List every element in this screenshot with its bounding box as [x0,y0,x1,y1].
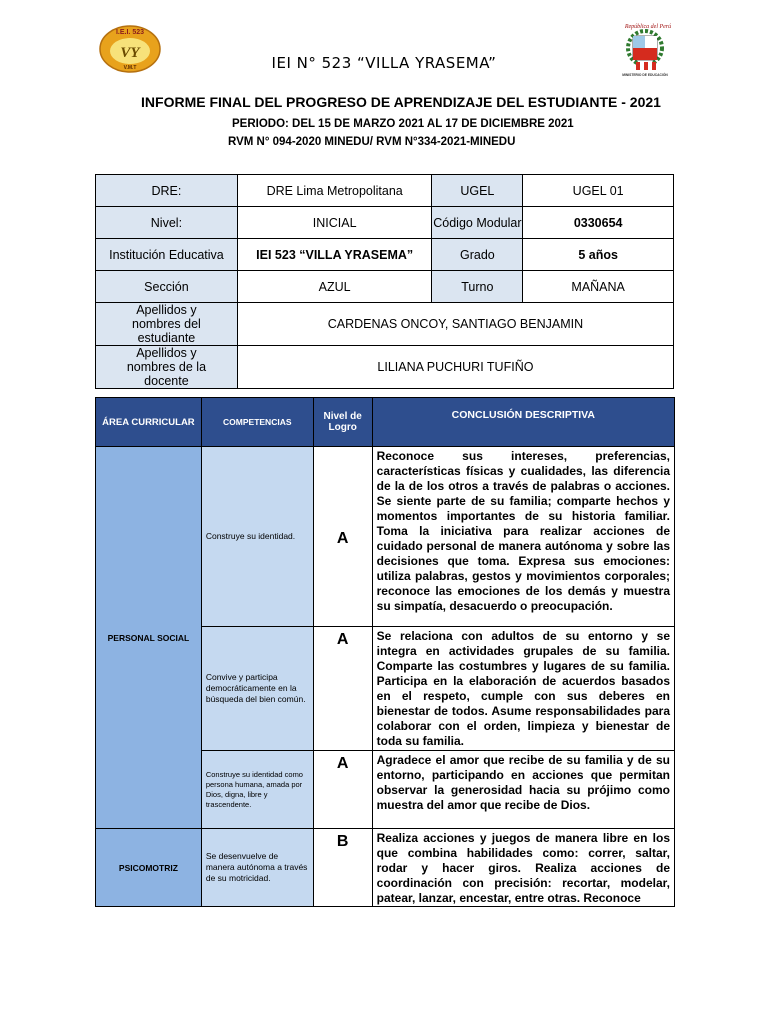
dre-value: DRE Lima Metropolitana [237,175,432,207]
svg-text:VY: VY [120,45,140,61]
nivel-value: INICIAL [237,207,432,239]
svg-text:República del Perú: República del Perú [624,24,672,30]
svg-text:I.E.I. 523: I.E.I. 523 [115,29,145,36]
header-nivel: Nivel de Logro [313,398,372,447]
nivel-cell: A [313,627,372,751]
conclusion-cell [372,829,674,907]
grado-value: 5 años [523,239,674,271]
seccion-value: AZUL [237,271,432,303]
dre-label: DRE: [96,175,238,207]
report-title: INFORME FINAL DEL PROGRESO DE APRENDIZAJE DEL ESTUDIANTE - 2021 [141,94,661,110]
grado-label: Grado [432,239,523,271]
ie-label: Institución Educativa [96,239,238,271]
competencia-cell: Construye su identidad como persona humana, amada por Dios, digna, libre y trascendente. [201,751,313,829]
student-info-table [95,174,674,389]
rvm-line: RVM N° 094-2020 MINEDU/ RVM N°334-2021-MINEDU [228,136,516,148]
conclusion-cell: Reconoce sus intereses, preferencias, características físicas y cualidades, las diferencia de la de los otros a través de palabras o acciones. Se siente parte de su familia; comparte hechos y momentos importantes de su historia familiar. Toma la iniciativa para realizar acciones de cuidado personal de manera autónoma y sobre las decisiones que toma. Expresa sus emociones: utiliza palabras, gestos y movimientos corporales; reconoce las emociones de los demás y muestra su simpatía, desacuerdo o preocupación. [372,447,674,627]
turno-label: Turno [432,271,523,303]
estudiante-value: CARDENAS ONCOY, SANTIAGO BENJAMIN [237,303,673,346]
ie-value: IEI 523 “VILLA YRASEMA” [237,239,432,271]
school-title: IEI N° 523 “VILLA YRASEMA” [271,54,497,72]
docente-value: LILIANA PUCHURI TUFIÑO [237,346,673,389]
conclusion-cell: Se relaciona con adultos de su entorno y se integra en actividades grupales de su familia. Comparte las costumbres y lugares de su familia. Participa en la elaboración de acuerdos basados en el respeto, cumple con sus deberes en bienestar de todos. Asume responsabilidades para colaborar con el orden, limpieza y bienestar de toda su familia. [372,627,674,751]
nivel-cell: B [313,829,372,907]
conclusion-cell: Agradece el amor que recibe de su familia y de su entorno, participando en acciones que permitan observar la generosidad hacia su prójimo como muestra del amor que recibe de Dios. [372,751,674,829]
ugel-label: UGEL [432,175,523,207]
nivel-label: Nivel: [96,207,238,239]
table-row [96,829,675,907]
progress-table [95,397,675,907]
svg-text:V.M.T: V.M.T [123,65,137,71]
area-psicomotriz: PSICOMOTRIZ [96,829,202,907]
nivel-cell: A [313,447,372,627]
header-competencias: COMPETENCIAS [201,398,313,447]
ugel-value: UGEL 01 [523,175,674,207]
period-line: PERIODO: DEL 15 DE MARZO 2021 AL 17 DE DICIEMBRE 2021 [232,118,574,130]
header-conclusion: CONCLUSIÓN DESCRIPTIVA [372,398,674,447]
area-personal-social: PERSONAL SOCIAL [96,447,202,829]
competencia-cell: Construye su identidad. [201,447,313,627]
conclusion-text: Realiza acciones y juegos de manera libre en los que combina habilidades como: correr, saltar, rodar y hacer giros. Realiza acciones de coordinación con precisión: recortar, modelar, patear, lanzar, encestar, entre otras. Reconoce [376,831,670,905]
nivel-cell: A [313,751,372,829]
turno-value: MAÑANA [523,271,674,303]
competencia-cell: Se desenvuelve de manera autónoma a través de su motricidad. [201,829,313,907]
codigo-value: 0330654 [523,207,674,239]
seccion-label: Sección [96,271,238,303]
estudiante-label: Apellidos y nombres del estudiante [96,303,238,346]
docente-label: Apellidos y nombres de la docente [96,346,238,389]
header-area: ÁREA CURRICULAR [96,398,202,447]
competencia-cell: Convive y participa democráticamente en la búsqueda del bien común. [201,627,313,751]
table-row [96,447,675,627]
svg-text:MINISTERIO DE EDUCACIÓN: MINISTERIO DE EDUCACIÓN [622,73,668,77]
codigo-label: Código Modular [432,207,523,239]
